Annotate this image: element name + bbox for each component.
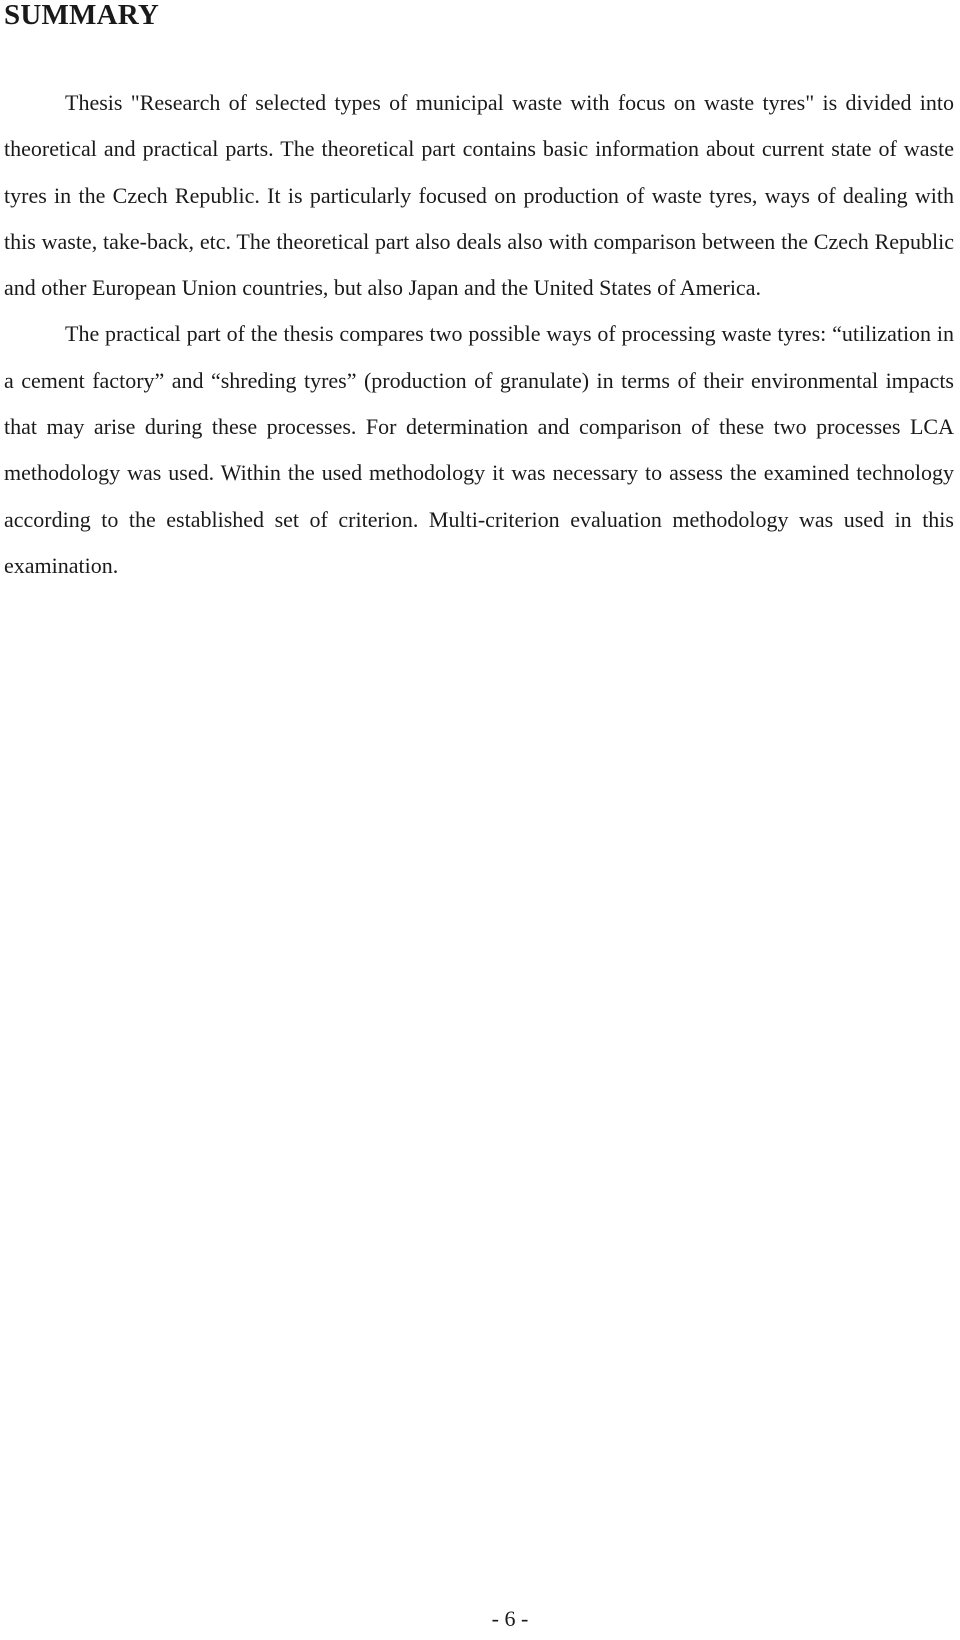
summary-body (4, 80, 954, 589)
paragraph-theoretical: Thesis "Research of selected types of municipal waste with focus on waste tyres" is divided into theoretical and practical parts. The theoretical part contains basic information about current state of waste tyres in the Czech Republic. It is particularly focused on production of waste tyres, ways of dealing with this waste, take-back, etc. The theoretical part also deals also with comparison between the Czech Republic and other European Union countries, but also Japan and the United States of America. (4, 90, 954, 301)
page-number: - 6 - (491, 1606, 529, 1631)
page-title: SUMMARY (4, 0, 160, 31)
paragraph-practical: The practical part of the thesis compares two possible ways of processing waste tyres: “utilization in a cement factory” and “shreding tyres” (production of granulate) in terms of their environmental impacts that may arise during these processes. For determination and comparison of these two processes LCA methodology was used. Within the used methodology it was necessary to assess the examined technology according to the established set of criterion. Multi-criterion evaluation methodology was used in this examination. (4, 321, 954, 578)
